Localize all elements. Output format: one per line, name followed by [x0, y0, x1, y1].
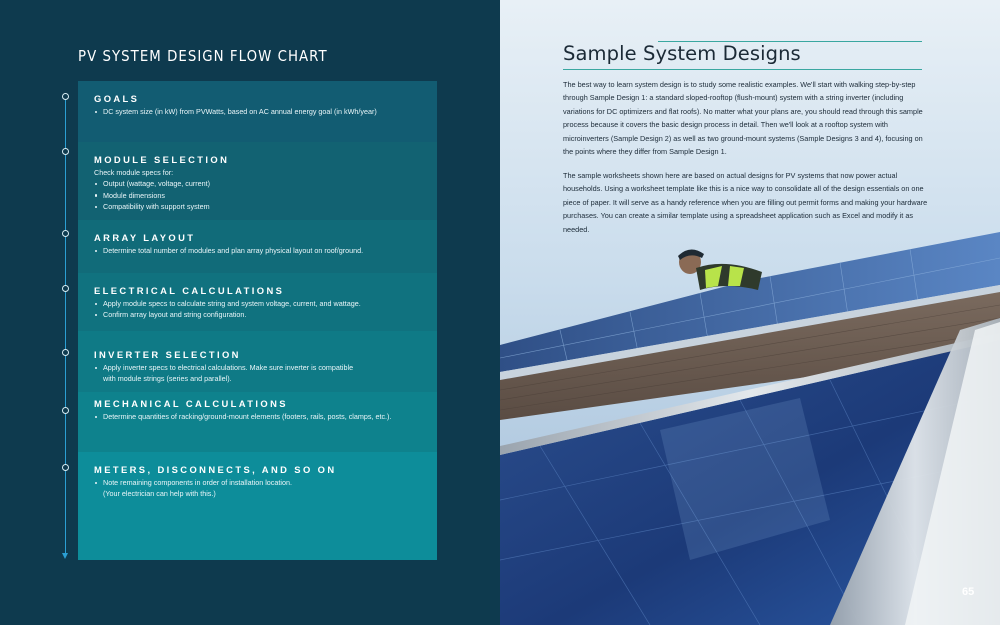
bullet-item: Confirm array layout and string configuration.: [94, 309, 421, 320]
bullet-item: Note remaining components in order of installation location.: [94, 477, 421, 488]
flow-step-bullets: [94, 178, 421, 212]
flow-step-goals: [78, 81, 437, 142]
flow-step-electrical-calculations: [78, 273, 437, 331]
flow-step-heading: MECHANICAL CALCULATIONS: [94, 398, 288, 409]
paragraph: The best way to learn system design is to study some realistic examples. We'll start with walking step-by-step through Sample Design 1: a standard sloped-rooftop (flush-mount) system with a string inverter (including variations for DC optimizers and flat roofs). No matter what your plans are, you should read through this sample process because it covers the basic design process in detail. Then we'll look at a rooftop system with microinverters (Sample Design 2) as well as two ground-mount systems (Sample Designs 3 and 4), focusing on the points where they differ from Sample Design 1.: [563, 80, 923, 157]
flow-step-module-selection: [78, 142, 437, 220]
flow-step-heading: METERS, DISCONNECTS, AND SO ON: [94, 464, 337, 475]
timeline-arrow-icon: [62, 553, 68, 559]
flow-step-heading: ELECTRICAL CALCULATIONS: [94, 285, 285, 296]
flow-step-meters-disconnects: [78, 452, 437, 560]
timeline-dot: [62, 464, 69, 471]
bullet-item: Determine quantities of racking/ground-mount elements (footers, rails, posts, clamps, etc.).: [94, 411, 421, 422]
bullet-item: Apply module specs to calculate string and system voltage, current, and wattage.: [94, 298, 421, 309]
timeline-line: [65, 96, 66, 556]
paragraph: The sample worksheets shown here are based on actual designs for PV systems that now power actual households. Using a worksheet template like this is a nice way to consolidate all of the design essentials on one piece of paper. It will serve as a handy reference when you are filling out permit forms and making your hardware purchases. You can create a similar template using a spreadsheet application such as Excel and modify it as needed.: [563, 170, 928, 234]
flow-step-bullets: [94, 106, 421, 117]
flow-chart-title: PV SYSTEM DESIGN FLOW CHART: [78, 47, 328, 65]
timeline-dot: [62, 148, 69, 155]
flow-step-inverter-selection: [78, 331, 437, 392]
title-rule: [563, 69, 922, 70]
bullet-item-continued: (Your electrician can help with this.): [103, 489, 216, 499]
body-text: [563, 78, 928, 236]
flow-step-bullets: [94, 411, 421, 422]
bullet-item: Module dimensions: [94, 190, 421, 201]
timeline-dot: [62, 230, 69, 237]
timeline-dot: [62, 349, 69, 356]
flow-step-bullets: [94, 245, 421, 256]
bullet-item: DC system size (in kW) from PVWatts, based on AC annual energy goal (in kWh/year): [94, 106, 421, 117]
bullet-item-continued: with module strings (series and parallel).: [103, 374, 232, 384]
section-title: Sample System Designs: [563, 42, 801, 65]
page-number: 65: [962, 586, 975, 598]
flow-step-bullets: [94, 362, 421, 385]
flow-step-mechanical-calculations: [78, 392, 437, 452]
timeline-dot: [62, 407, 69, 414]
flow-step-bullets: [94, 298, 421, 321]
bullet-item: Compatibility with support system: [94, 201, 421, 212]
right-page: [500, 0, 1000, 625]
bullet-item: Output (wattage, voltage, current): [94, 178, 421, 189]
flow-step-bullets: [94, 477, 421, 500]
flow-step-heading: MODULE SELECTION: [94, 154, 230, 165]
bullet-item: Apply inverter specs to electrical calculations. Make sure inverter is compatible: [94, 362, 421, 373]
flow-step-heading: GOALS: [94, 93, 140, 104]
flow-step-array-layout: [78, 220, 437, 273]
flow-step-heading: INVERTER SELECTION: [94, 349, 241, 360]
flow-step-subtitle: Check module specs for:: [94, 168, 174, 177]
bullet-item: Determine total number of modules and plan array physical layout on roof/ground.: [94, 245, 421, 256]
timeline-dot: [62, 93, 69, 100]
timeline-dot: [62, 285, 69, 292]
flow-step-heading: ARRAY LAYOUT: [94, 232, 196, 243]
